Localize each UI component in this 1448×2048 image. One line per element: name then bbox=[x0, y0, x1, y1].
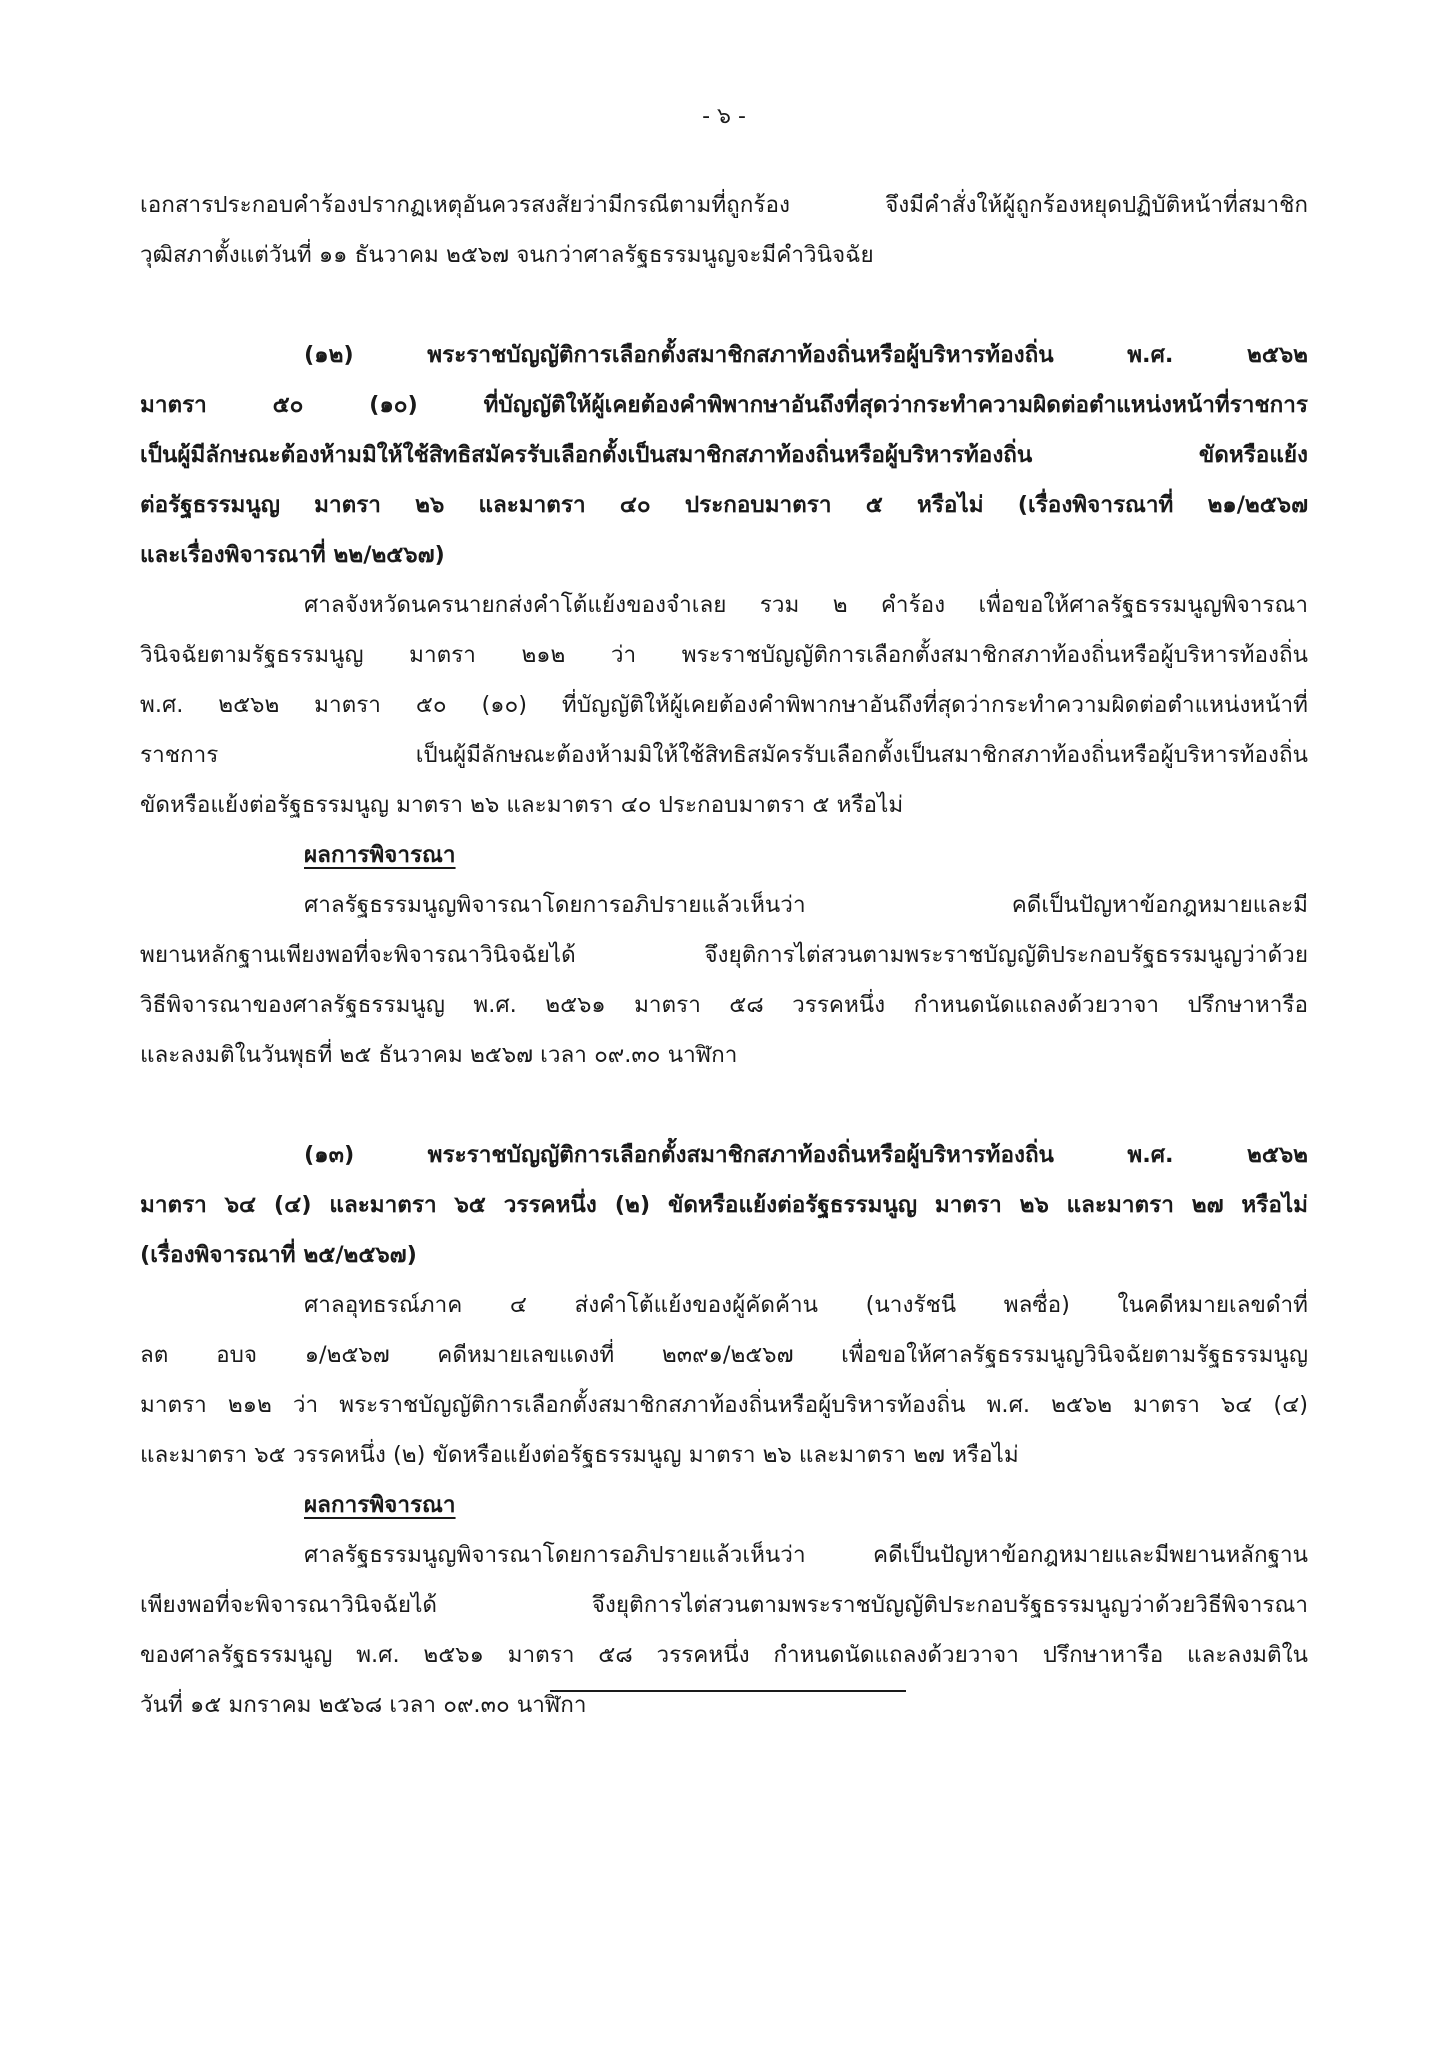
text-line: และมาตรา ๖๕ วรรคหนึ่ง (๒) ขัดหรือแย้งต่อรัฐธรรมนูญ มาตรา ๒๖ และมาตรา ๒๗ หรือไม่ bbox=[140, 1442, 1019, 1468]
text-line: ราชการ เป็นผู้มีลักษณะต้องห้ามมิให้ใช้สิทธิสมัครรับเลือกตั้งเป็นสมาชิกสภาท้องถิ่นหรือผู้บริหารท้องถิ่น bbox=[140, 742, 1308, 768]
case-13-heading bbox=[140, 1130, 1308, 1280]
intro-paragraph bbox=[140, 180, 1308, 280]
text-line: เอกสารประกอบคำร้องปรากฏเหตุอันควรสงสัยว่ามีกรณีตามที่ถูกร้อง จึงมีคำสั่งให้ผู้ถูกร้องหยุดปฏิบัติหน้าที่สมาชิก bbox=[140, 192, 1308, 218]
case-13-body bbox=[140, 1280, 1308, 1480]
text-line: ศาลจังหวัดนครนายกส่งคำโต้แย้งของจำเลย รวม ๒ คำร้อง เพื่อขอให้ศาลรัฐธรรมนูญพิจารณา bbox=[304, 592, 1308, 618]
heading-line: (๑๒) พระราชบัญญัติการเลือกตั้งสมาชิกสภาท้องถิ่นหรือผู้บริหารท้องถิ่น พ.ศ. ๒๕๖๒ bbox=[304, 342, 1308, 368]
text-line: ศาลรัฐธรรมนูญพิจารณาโดยการอภิปรายแล้วเห็นว่า คดีเป็นปัญหาข้อกฎหมายและมี bbox=[304, 892, 1308, 918]
text-line: พ.ศ. ๒๕๖๒ มาตรา ๕๐ (๑๐) ที่บัญญัติให้ผู้เคยต้องคำพิพากษาอันถึงที่สุดว่ากระทำความผิดต่อตำแหน่งหน้าที่ bbox=[140, 692, 1308, 718]
case-13-result bbox=[140, 1530, 1308, 1730]
text-line: และลงมติในวันพุธที่ ๒๕ ธันวาคม ๒๕๖๗ เวลา ๐๙.๓๐ นาฬิกา bbox=[140, 1042, 738, 1068]
heading-line: และเรื่องพิจารณาที่ ๒๒/๒๕๖๗) bbox=[140, 542, 445, 568]
case-12-result bbox=[140, 880, 1308, 1080]
text-line: พยานหลักฐานเพียงพอที่จะพิจารณาวินิจฉัยได้ จึงยุติการไต่สวนตามพระราชบัญญัติประกอบรัฐธรรมนูญว่าด้วย bbox=[140, 942, 1308, 968]
case-12-heading bbox=[140, 330, 1308, 580]
heading-line: เป็นผู้มีลักษณะต้องห้ามมิให้ใช้สิทธิสมัครรับเลือกตั้งเป็นสมาชิกสภาท้องถิ่นหรือผู้บริหารท้องถิ่น ขัดหรือแย้ง bbox=[140, 442, 1308, 468]
case-13-result-heading: ผลการพิจารณา bbox=[304, 1492, 456, 1518]
text-line: เพียงพอที่จะพิจารณาวินิจฉัยได้ จึงยุติการไต่สวนตามพระราชบัญญัติประกอบรัฐธรรมนูญว่าด้วยวิธีพิจารณา bbox=[140, 1592, 1308, 1618]
page-content bbox=[140, 180, 1308, 1730]
text-line: ลต อบจ ๑/๒๕๖๗ คดีหมายเลขแดงที่ ๒๓๙๑/๒๕๖๗ เพื่อขอให้ศาลรัฐธรรมนูญวินิจฉัยตามรัฐธรรมนูญ bbox=[140, 1342, 1308, 1368]
heading-line: มาตรา ๖๔ (๔) และมาตรา ๖๕ วรรคหนึ่ง (๒) ขัดหรือแย้งต่อรัฐธรรมนูญ มาตรา ๒๖ และมาตรา ๒๗ หรือไม่ bbox=[140, 1192, 1308, 1218]
heading-line: (เรื่องพิจารณาที่ ๒๕/๒๕๖๗) bbox=[140, 1242, 417, 1268]
heading-line: มาตรา ๕๐ (๑๐) ที่บัญญัติให้ผู้เคยต้องคำพิพากษาอันถึงที่สุดว่ากระทำความผิดต่อตำแหน่งหน้าที่ราชการ bbox=[140, 392, 1308, 418]
text-line: วันที่ ๑๕ มกราคม ๒๕๖๘ เวลา ๐๙.๓๐ นาฬิกา bbox=[140, 1692, 587, 1718]
text-line: ของศาลรัฐธรรมนูญ พ.ศ. ๒๕๖๑ มาตรา ๕๘ วรรคหนึ่ง กำหนดนัดแถลงด้วยวาจา ปรึกษาหารือ และลงมติใน bbox=[140, 1642, 1308, 1668]
heading-line: (๑๓) พระราชบัญญัติการเลือกตั้งสมาชิกสภาท้องถิ่นหรือผู้บริหารท้องถิ่น พ.ศ. ๒๕๖๒ bbox=[304, 1142, 1308, 1168]
end-separator-line bbox=[550, 1690, 906, 1692]
case-12-result-heading: ผลการพิจารณา bbox=[304, 842, 456, 868]
text-line: ขัดหรือแย้งต่อรัฐธรรมนูญ มาตรา ๒๖ และมาตรา ๔๐ ประกอบมาตรา ๕ หรือไม่ bbox=[140, 792, 904, 818]
text-line: วิธีพิจารณาของศาลรัฐธรรมนูญ พ.ศ. ๒๕๖๑ มาตรา ๕๘ วรรคหนึ่ง กำหนดนัดแถลงด้วยวาจา ปรึกษาหารือ bbox=[140, 992, 1308, 1018]
text-line: มาตรา ๒๑๒ ว่า พระราชบัญญัติการเลือกตั้งสมาชิกสภาท้องถิ่นหรือผู้บริหารท้องถิ่น พ.ศ. ๒๕๖๒ มาตรา ๖๔ (๔) bbox=[140, 1392, 1308, 1418]
text-line: วินิจฉัยตามรัฐธรรมนูญ มาตรา ๒๑๒ ว่า พระราชบัญญัติการเลือกตั้งสมาชิกสภาท้องถิ่นหรือผู้บริหารท้องถิ่น bbox=[140, 642, 1308, 668]
heading-line: ต่อรัฐธรรมนูญ มาตรา ๒๖ และมาตรา ๔๐ ประกอบมาตรา ๕ หรือไม่ (เรื่องพิจารณาที่ ๒๑/๒๕๖๗ bbox=[140, 492, 1308, 518]
page-number: - ๖ - bbox=[702, 104, 746, 129]
text-line: ศาลรัฐธรรมนูญพิจารณาโดยการอภิปรายแล้วเห็นว่า คดีเป็นปัญหาข้อกฎหมายและมีพยานหลักฐาน bbox=[304, 1542, 1308, 1568]
case-12-body bbox=[140, 580, 1308, 830]
text-line: วุฒิสภาตั้งแต่วันที่ ๑๑ ธันวาคม ๒๕๖๗ จนกว่าศาลรัฐธรรมนูญจะมีคำวินิจฉัย bbox=[140, 242, 874, 268]
text-line: ศาลอุทธรณ์ภาค ๔ ส่งคำโต้แย้งของผู้คัดค้าน (นางรัชนี พลซื่อ) ในคดีหมายเลขดำที่ bbox=[304, 1292, 1308, 1318]
